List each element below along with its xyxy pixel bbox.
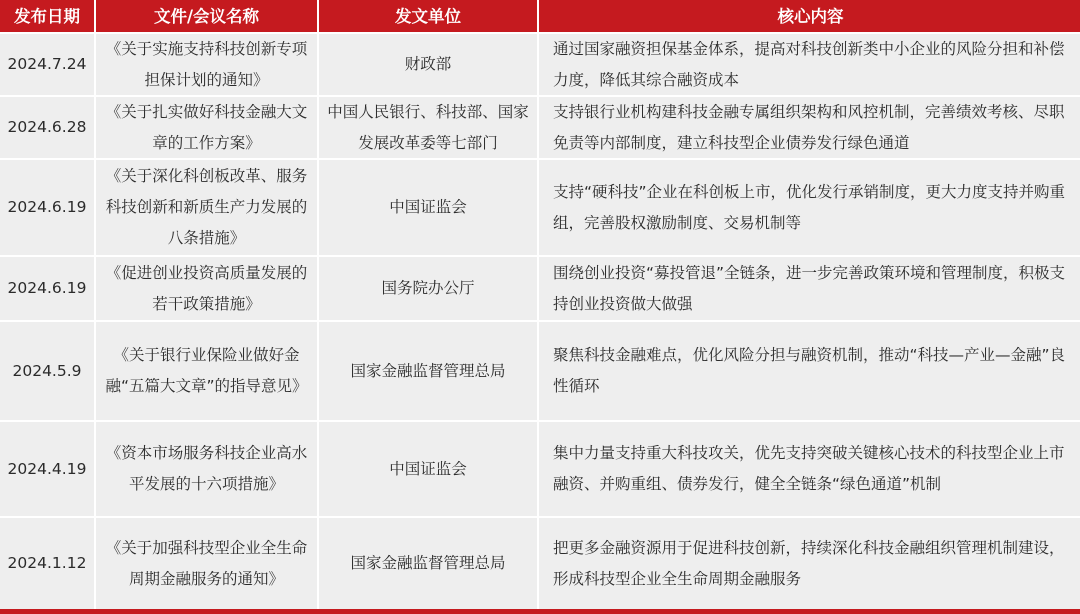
cell-date: 2024.4.19 <box>0 422 96 516</box>
cell-unit: 中国证监会 <box>319 160 539 255</box>
table-row <box>0 320 1080 420</box>
cell-date: 2024.6.19 <box>0 160 96 255</box>
cell-core: 支持银行业机构建科技金融专属组织架构和风控机制，完善绩效考核、尽职免责等内部制度，建立科技型企业债券发行绿色通道 <box>553 102 1065 152</box>
cell-name: 《关于银行业保险业做好金融“五篇大文章”的指导意见》 <box>96 322 319 420</box>
header-name: 文件/会议名称 <box>96 0 319 32</box>
cell-unit: 财政部 <box>319 34 539 95</box>
cell-date: 2024.6.19 <box>0 257 96 320</box>
table-row <box>0 95 1080 158</box>
table-row <box>0 516 1080 609</box>
header-date: 发布日期 <box>0 0 96 32</box>
cell-unit: 国家金融监督管理总局 <box>319 322 539 420</box>
cell-core: 通过国家融资担保基金体系，提高对科技创新类中小企业的风险分担和补偿力度，降低其综合融资成本 <box>553 39 1065 89</box>
cell-name: 《促进创业投资高质量发展的若干政策措施》 <box>96 257 319 320</box>
table-row <box>0 32 1080 95</box>
cell-unit: 国家金融监督管理总局 <box>319 518 539 609</box>
cell-date: 2024.5.9 <box>0 322 96 420</box>
cell-name: 《资本市场服务科技企业高水平发展的十六项措施》 <box>96 422 319 516</box>
table-row <box>0 420 1080 516</box>
cell-unit: 中国人民银行、科技部、国家发展改革委等七部门 <box>319 97 539 158</box>
cell-date: 2024.1.12 <box>0 518 96 609</box>
cell-core: 把更多金融资源用于促进科技创新，持续深化科技金融组织管理机制建设，形成科技型企业全生命周期金融服务 <box>553 538 1065 588</box>
cell-core: 支持“硬科技”企业在科创板上市，优化发行承销制度，更大力度支持并购重组，完善股权激励制度、交易机制等 <box>553 182 1066 232</box>
cell-core: 围绕创业投资“募投管退”全链条，进一步完善政策环境和管理制度，积极支持创业投资做大做强 <box>553 263 1066 313</box>
cell-core: 集中力量支持重大科技攻关，优先支持突破关键核心技术的科技型企业上市融资、并购重组、债券发行，健全全链条“绿色通道”机制 <box>553 444 1065 493</box>
bottom-accent-bar <box>0 609 1080 614</box>
cell-name: 《关于实施支持科技创新专项担保计划的通知》 <box>96 34 319 95</box>
cell-name: 《关于加强科技型企业全生命周期金融服务的通知》 <box>96 518 319 609</box>
table-row <box>0 255 1080 320</box>
cell-unit: 中国证监会 <box>319 422 539 516</box>
cell-date: 2024.7.24 <box>0 34 96 95</box>
cell-core: 聚焦科技金融难点，优化风险分担与融资机制，推动“科技—产业—金融”良性循环 <box>553 346 1066 395</box>
table-row <box>0 158 1080 255</box>
cell-name: 《关于深化科创板改革、服务科技创新和新质生产力发展的八条措施》 <box>96 160 319 255</box>
cell-date: 2024.6.28 <box>0 97 96 158</box>
header-core: 核心内容 <box>777 6 844 26</box>
header-unit: 发文单位 <box>319 0 539 32</box>
cell-unit: 国务院办公厅 <box>319 257 539 320</box>
cell-name: 《关于扎实做好科技金融大文章的工作方案》 <box>96 97 319 158</box>
table-header <box>0 0 1080 32</box>
